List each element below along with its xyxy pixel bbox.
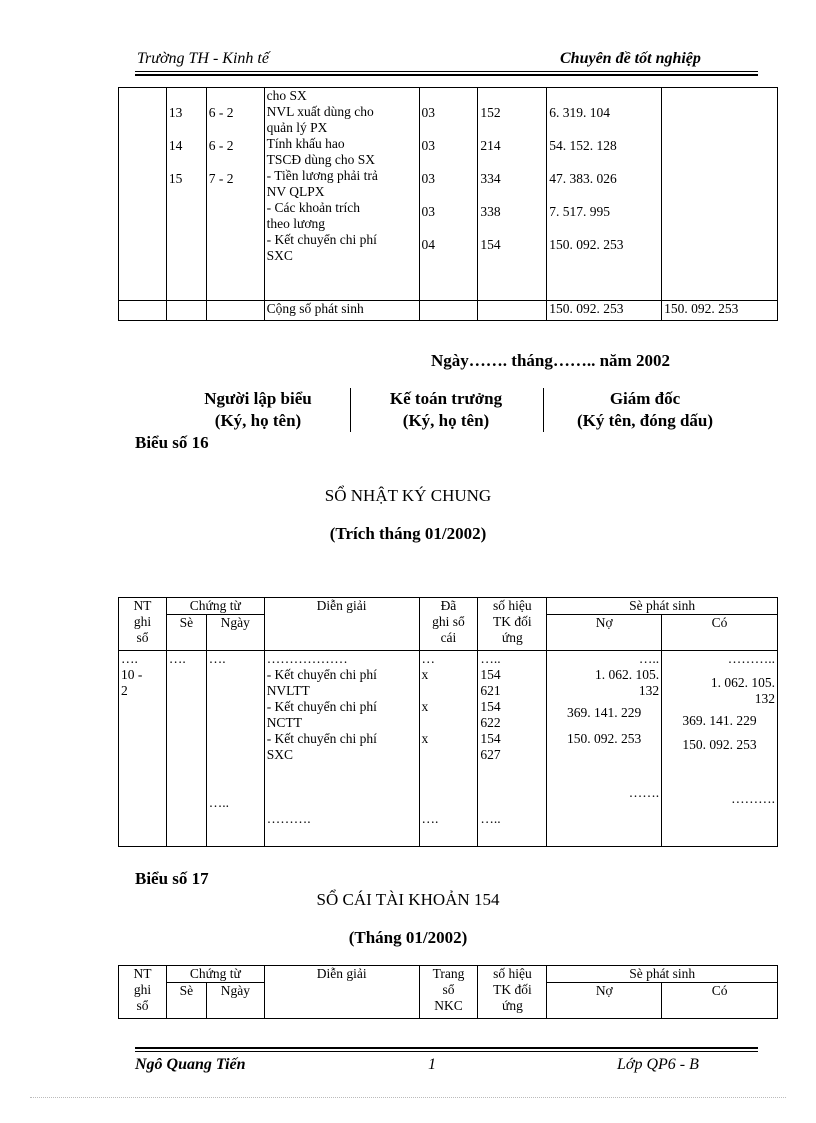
header-so: Sè: [166, 983, 206, 1019]
ledger-154-table: [118, 965, 778, 1019]
debit-column: 6. 319. 104 54. 152. 128 47. 383. 026 7. 517. 995 150. 092. 253: [547, 88, 662, 301]
header-account: số hiệu TK đối ứng: [478, 598, 547, 651]
form17-subtitle: (Tháng 01/2002): [348, 928, 468, 947]
cell-blank: [119, 88, 167, 301]
description-column: ……………… - Kết chuyển chi phí NVLTT - Kết chuyển chi phí NCTT - Kết chuyển chi phí SXC ……….: [264, 651, 419, 847]
footer-page-number: 1: [428, 1056, 436, 1073]
signature-chief-accountant: Kế toán trưởng (Ký, họ tên): [389, 389, 503, 430]
header-posted: Đã ghi sổ cái: [419, 598, 478, 651]
continuation-table: [118, 87, 778, 321]
header-nt: NT ghi sổ: [119, 598, 167, 651]
seq-column: 13 14 15: [166, 88, 206, 301]
date-column: …. …..: [206, 651, 264, 847]
header-credit: Có: [662, 615, 778, 651]
header-title: Chuyên đề tốt nghiệp: [560, 50, 701, 67]
date-column: 6 - 2 6 - 2 7 - 2: [206, 88, 264, 301]
signature-divider: [543, 388, 544, 432]
header-date: Ngày: [206, 615, 264, 651]
header-arising: Sè phát sinh: [547, 598, 778, 615]
total-label: Cộng số phát sinh: [264, 301, 419, 321]
description-column: cho SX NVL xuất dùng cho quản lý PX Tính khấu hao TSCĐ dùng cho SX - Tiền lương phải trả NV QLPX - Các khoản trích theo lương - Kết chuyển chi phí SXC: [264, 88, 419, 301]
page-edge-dotted: [30, 1097, 786, 1098]
form16-title: SỔ NHẬT KÝ CHUNG: [324, 486, 492, 505]
footer-author: Ngô Quang Tiến: [135, 1056, 246, 1073]
header-rule-thin: [135, 71, 758, 72]
header-so: Sè: [166, 615, 206, 651]
header-page: Trang sổ NKC: [419, 966, 478, 1019]
header-debit: Nợ: [547, 983, 662, 1019]
header-row: [119, 966, 778, 983]
header-date: Ngày: [206, 983, 264, 1019]
credit-column: [662, 88, 778, 301]
table-row: [119, 651, 778, 847]
header-row: [119, 598, 778, 615]
footer-rule-thick: [135, 1047, 758, 1049]
header-nt: NT ghi sổ: [119, 966, 167, 1019]
header-rule-thick: [135, 74, 758, 76]
total-debit: 150. 092. 253: [547, 301, 662, 321]
credit-column: ……….. 1. 062. 105. 132 369. 141. 229 150. 092. 253 ……….: [662, 651, 778, 847]
account-column: 152 214 334 338 154: [478, 88, 547, 301]
header-school: Trường TH - Kinh tế: [137, 50, 269, 67]
account-column: ….. 154 621 154 622 154 627 …..: [478, 651, 547, 847]
total-row: [119, 301, 778, 321]
form16-subtitle: (Trích tháng 01/2002): [329, 524, 487, 543]
header-debit: Nợ: [547, 615, 662, 651]
form16-label: Biểu số 16: [135, 433, 209, 452]
so-column: ….: [166, 651, 206, 847]
footer-class: Lớp QP6 - B: [617, 1056, 699, 1073]
debit-column: ….. 1. 062. 105. 132 369. 141. 229 150. 092. 253 …….: [547, 651, 662, 847]
journal-table: [118, 597, 778, 847]
header-voucher: Chứng từ: [166, 598, 264, 615]
footer-rule-thin: [135, 1051, 758, 1052]
date-line: Ngày……. tháng…….. năm 2002: [431, 351, 670, 370]
page-column: 03 03 03 03 04: [419, 88, 478, 301]
header-arising: Sè phát sinh: [547, 966, 778, 983]
header-description: Diễn giải: [264, 966, 419, 1019]
header-account: số hiệu TK đối ứng: [478, 966, 547, 1019]
form17-title: SỔ CÁI TÀI KHOẢN 154: [316, 890, 500, 909]
nt-column: …. 10 - 2: [119, 651, 167, 847]
signature-director: Giám đốc (Ký tên, đóng dấu): [576, 389, 714, 430]
form17-label: Biểu số 17: [135, 869, 209, 888]
header-voucher: Chứng từ: [166, 966, 264, 983]
signature-divider: [350, 388, 351, 432]
table-row: [119, 88, 778, 301]
total-credit: 150. 092. 253: [662, 301, 778, 321]
posted-column: … x x x ….: [419, 651, 478, 847]
signature-preparer: Người lập biểu (Ký, họ tên): [204, 389, 312, 430]
header-description: Diễn giải: [264, 598, 419, 651]
header-credit: Có: [662, 983, 778, 1019]
